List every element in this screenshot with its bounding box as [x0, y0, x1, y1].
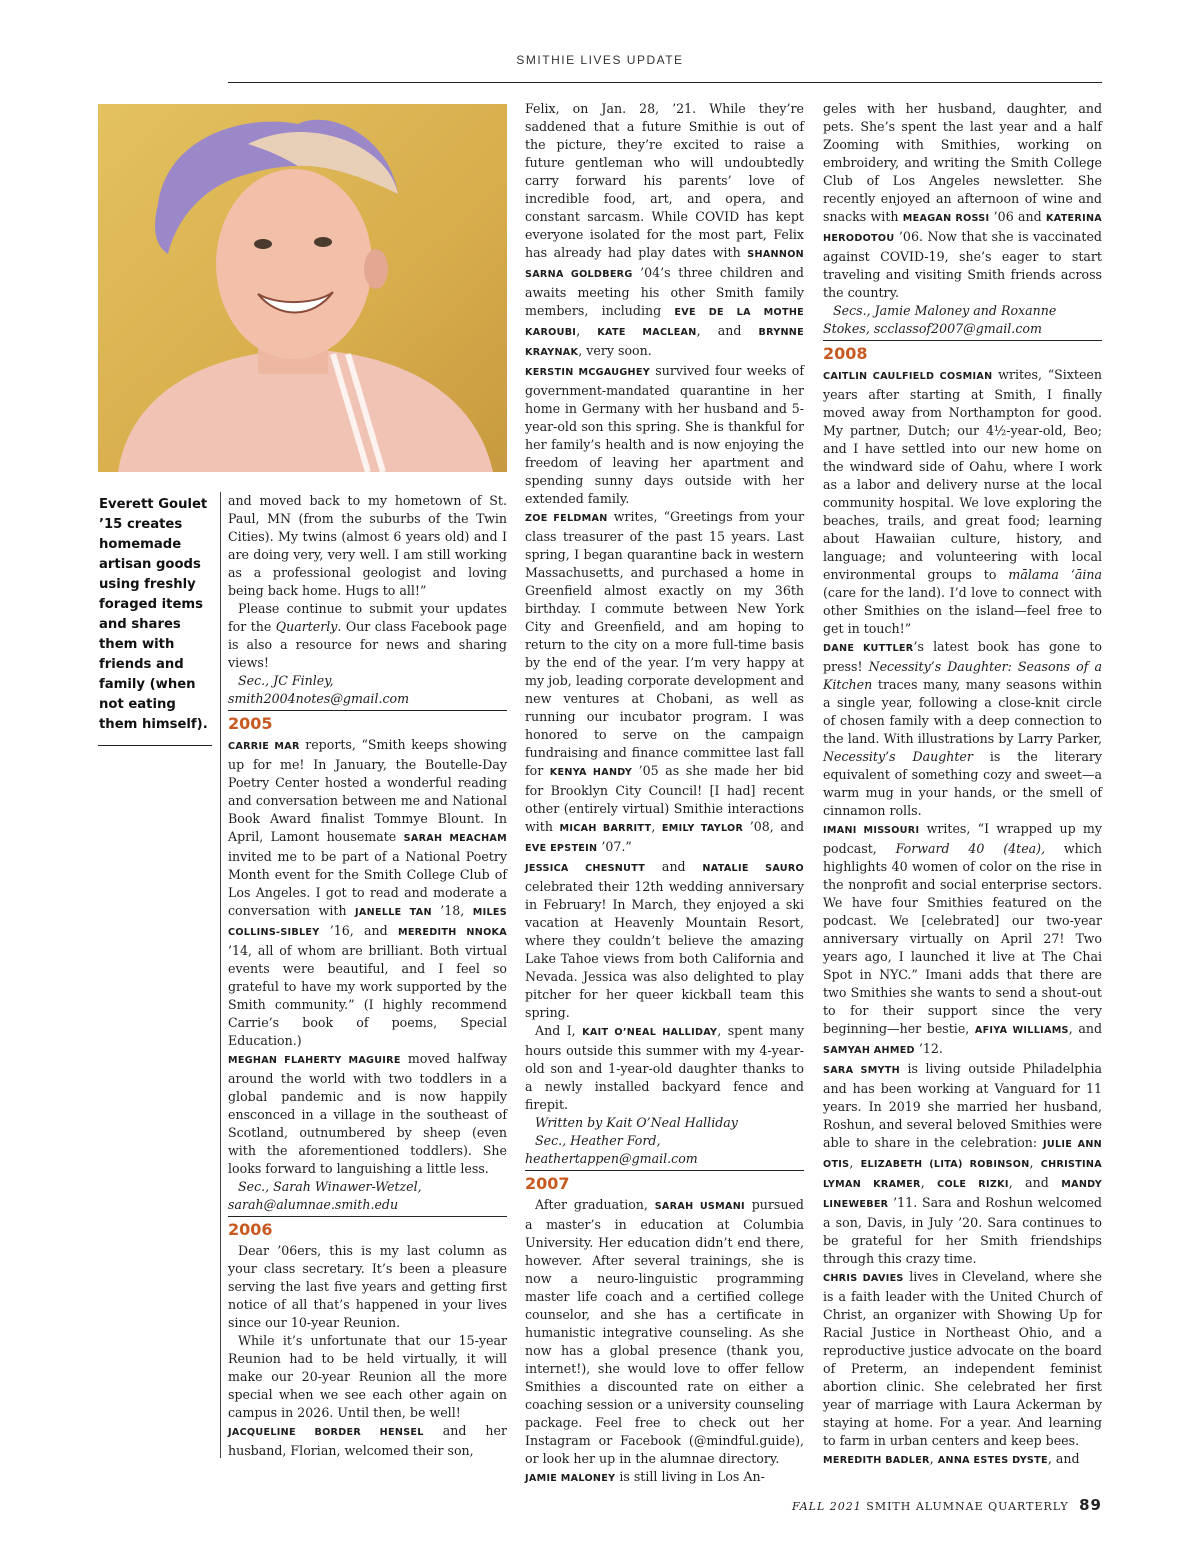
column-2	[525, 100, 804, 1488]
alumna-name: BRYNNE KRAYNAK	[525, 327, 804, 358]
paragraph: While it’s unfortunate that our 15-year Reunion had to be held virtually, it will make our 20-year Reunion all the more special when we see each other again on campus in 2026. Until then, be well!	[228, 1333, 507, 1420]
text: ,	[576, 323, 598, 338]
text: ’05 as she made her bid for Brooklyn City Council! [I had] recent other (entirely virtual) Smithie interactions with	[525, 763, 804, 834]
text: ’12.	[914, 1041, 943, 1056]
text: ’07.”	[597, 839, 632, 854]
alumna-name: MICAH BARRITT	[559, 823, 652, 834]
text: and her husband, Florian, welcomed their son,	[228, 1423, 507, 1458]
text: ,	[920, 1175, 938, 1190]
text: pursued a master’s in education at Columbia University. Her education didn’t end there, however. After several trainings, she is now a neuro-linguistic programming master life coach and a certified college counselor, and she has a certificate in humanistic integrative counseling. As she now has a global presence (thank you, internet!), she would love to offer fellow Smithies a discounted rate on either a coaching session or a university counseling package. Feel free to check out her Instagram or Facebook (@mindful.guide), or look her up in the alumnae directory.	[525, 1197, 804, 1466]
page-header: SMITHIE LIVES UPDATE	[516, 53, 684, 67]
alumna-name: MANDY LINEWEBER	[823, 1179, 1102, 1210]
alumna-name: EVE DE LA MOTHE KAROUBI	[525, 307, 805, 338]
alumna-name: ZOE FELDMAN	[525, 513, 608, 524]
paragraph	[823, 1268, 1102, 1450]
magazine-name: SMITH ALUMNAE QUARTERLY	[866, 1500, 1069, 1513]
text: and	[645, 859, 703, 874]
issue-date: FALL 2021	[792, 1500, 862, 1513]
text: celebrated their 12th wedding anniversary in February! In March, they enjoyed a ski vacation at Heavenly Mountain Resort, where they couldn’t believe the amazing Lake Tahoe views from both California and Nevada. Jessica was also delighted to play pitcher for her queer kickball team this spring.	[525, 879, 804, 1020]
paragraph	[228, 1422, 507, 1460]
paragraph	[525, 1196, 804, 1468]
author-credit: Written by Kait O’Neal Halliday	[535, 1115, 738, 1130]
text: ’06. Now that she is vaccinated against COVID-19, she’s eager to start traveling and visiting Smith friends across the country.	[823, 229, 1102, 300]
text: is still living in Los An-	[615, 1469, 765, 1484]
alumna-name: CHRISTINA LYMAN KRAMER	[823, 1159, 1102, 1190]
paragraph	[228, 736, 507, 1050]
alumna-name: JULIE ANN OTIS	[823, 1139, 1102, 1170]
paragraph	[823, 100, 1102, 302]
alumna-name: MEREDITH BADLER	[823, 1455, 930, 1466]
secretary-email: smith2004notes@gmail.com	[228, 691, 410, 706]
text: (care for the land). I’d love to connect with other Smithies on the island—feel free to get in touch!”	[823, 585, 1102, 636]
paragraph	[823, 638, 1102, 820]
alumna-name: CHRIS DAVIES	[823, 1273, 904, 1284]
paragraph: Please continue to submit your updates for the Quarterly. Our class Facebook page is also a resource for news and sharing views!	[228, 601, 507, 670]
alumna-name: JANELLE TAN	[355, 907, 432, 918]
alumna-name: SARA SMYTH	[823, 1065, 900, 1076]
page-footer	[792, 1496, 1102, 1514]
page-number: 89	[1079, 1496, 1102, 1514]
paragraph: Dear ’06ers, this is my last column as your class secretary. It’s been a pleasure serving the last five years and getting first notice of all that’s happened in your lives since our 10-year Reunion.	[228, 1243, 507, 1330]
text: And I,	[535, 1023, 583, 1038]
alumna-name: JACQUELINE BORDER HENSEL	[228, 1427, 424, 1438]
alumna-name: DANE KUTTLER	[823, 643, 914, 654]
text: traces many, many seasons within a single year, following a close-knit circle of chosen family with a deep connection to the land. With illustrations by Larry Parker,	[823, 677, 1102, 746]
alumna-name: KERSTIN MCGAUGHEY	[525, 367, 650, 378]
podcast-title: Forward 40 (4tea),	[895, 841, 1046, 856]
alumna-name: MEGHAN FLAHERTY MAGUIRE	[228, 1055, 401, 1066]
paragraph	[525, 100, 804, 362]
text: ’11. Sara and Roshun welcomed a son, Davis, in July ’20. Sara continues to be grateful for her Smith friendships through this crazy time.	[823, 1195, 1102, 1266]
paragraph	[525, 508, 804, 858]
paragraph	[525, 362, 804, 508]
alumna-name: ELIZABETH (LITA) ROBINSON	[860, 1159, 1030, 1170]
column-3	[823, 100, 1102, 1470]
column-1	[228, 492, 507, 1460]
alumna-name: KAIT O’NEAL HALLIDAY	[582, 1027, 718, 1038]
text: ,	[849, 1155, 861, 1170]
paragraph	[823, 1060, 1102, 1268]
alumna-name: SHANNON SARNA GOLDBERG	[525, 249, 804, 280]
text: , spent many hours outside this summer with my 4-year-old son and 1-year-old daughter thanks to a newly installed backyard fence and firepit.	[525, 1023, 804, 1112]
text: writes, “Sixteen years after starting at Smith, I finally moved away from Northampton for good. My partner, Dutch; our 4½-year-old, Beo; and I have settled into our new home on the windward side of Oahu, where I work as a labor and delivery nurse at the local community hospital. We love exploring the beaches, trails, and great food; learning about Hawaiian culture, history, and language; and volunteering with local environmental groups to	[823, 367, 1102, 582]
alumna-name: CARRIE MAR	[228, 741, 300, 752]
text: moved halfway around the world with two toddlers in a global pandemic and is now happily ensconced in a village in the southeast of Scotland, outnumbered by sheep (even with the aforementioned toddlers). She looks forward to languishing a little less.	[228, 1051, 507, 1176]
alumna-name: JESSICA CHESNUTT	[525, 863, 646, 874]
text: invited me to be part of a National Poetry Month event for the Smith College Club of Los Angeles. I got to read and moderate a conversation with	[228, 849, 507, 918]
text: reports, “Smith keeps showing up for me! In January, the Boutelle-Day Poetry Center hosted a wonderful reading and conversation between me and National Book Award finalist Tommye Blount. In April, Lamont housemate	[228, 737, 507, 844]
alumna-name: EMILY TAYLOR	[661, 823, 744, 834]
year-heading-2006: 2006	[228, 1216, 507, 1240]
paragraph	[525, 858, 804, 1022]
alumna-name: JAMIE MALONEY	[525, 1473, 616, 1484]
text: ’04’s three children and awaits meeting his other Smith family members, including	[525, 265, 804, 318]
book-title: Necessity’s Daughter	[823, 749, 973, 764]
book-title: Necessity’s Daughter: Seasons of a Kitchen	[823, 659, 1102, 692]
text: ,	[1029, 1155, 1041, 1170]
text: which highlights 40 women of color on the rise in the nonprofit and social enterprise sectors. We have four Smithies featured on the podcast. We [celebrated] our two-year anniversary virtually on April 27! Two years ago, I launched it live at The Chai Spot in NYC.” Imani adds that there are two Smithies she wants to send a shout-out to for their support since the very beginning—her bestie,	[823, 841, 1102, 1036]
text: , and	[1008, 1175, 1062, 1190]
text: ’s latest book has gone to press!	[823, 639, 1102, 674]
paragraph: and moved back to my hometown of St. Paul, MN (from the suburbs of the Twin Cities). My twins (almost 6 years old) and I are doing very, very well. I am still working as a professional geologist and loving being back home. Hugs to all!”	[228, 493, 507, 598]
portrait-photo-icon	[98, 104, 507, 472]
caption-rule	[98, 745, 212, 746]
text: , very soon.	[578, 343, 652, 358]
alumna-name: NATALIE SAURO	[702, 863, 804, 874]
alumna-name: KENYA HANDY	[549, 767, 633, 778]
alumna-name: SARAH USMANI	[654, 1201, 745, 1212]
text: Felix, on Jan. 28, ’21. While they’re saddened that a future Smithie is out of the picture, they’re excited to raise a future gentleman who will undoubtedly carry forward his parents’ love of incredible food, art, and opera, and constant sarcasm. While COVID has kept everyone isolated for the most part, Felix has already had play dates with	[525, 101, 804, 260]
alumna-name: COLE RIZKI	[937, 1179, 1009, 1190]
alumna-name: KATERINA HERODOTOU	[823, 213, 1103, 244]
alumna-name: MEREDITH NNOKA	[397, 927, 507, 938]
secretary-email: Stokes, scclassof2007@gmail.com	[823, 321, 1042, 336]
text: ’06 and	[989, 209, 1046, 224]
alumna-name: SAMYAH AHMED	[823, 1045, 915, 1056]
header-rule	[228, 82, 1102, 83]
year-heading-2008: 2008	[823, 340, 1102, 364]
paragraph	[823, 1450, 1102, 1470]
text: ’18,	[431, 903, 473, 918]
text: ’14, all of whom are brilliant. Both virtual events were beautiful, and I feel so grateful to have my work supported by the Smith community.” (I highly recommend Carrie’s book of poems, Special Education.)	[228, 943, 507, 1048]
text: writes, “I wrapped up my podcast,	[823, 821, 1102, 856]
secretary-name: Sec., Heather Ford,	[535, 1133, 661, 1148]
paragraph	[823, 820, 1102, 1060]
alumna-name: KATE MACLEAN	[597, 327, 697, 338]
secretary-email: sarah@alumnae.smith.edu	[228, 1197, 399, 1212]
alumna-name: IMANI MISSOURI	[823, 825, 920, 836]
paragraph	[525, 1468, 804, 1488]
alumna-name: CAITLIN CAULFIELD COSMIAN	[823, 371, 993, 382]
text: ,	[651, 819, 662, 834]
text: ,	[929, 1451, 938, 1466]
column-rule	[220, 492, 221, 1458]
text: writes, “Greetings from your class treasurer of the past 15 years. Last spring, I began quarantine back in western Massachusetts, and purchased a home in Greenfield almost exactly on my 36th birthday. I commute between New York City and Greenfield, and am hoping to return to the city on a more full-time basis by the end of the year. I’m very happy at my job, leading corporate development and new ventures at Chobani, as well as running our incubator program. I was honored to serve on the campaign fundraising and finance committee last fall for	[525, 509, 804, 778]
alumna-name: MEAGAN ROSSI	[902, 213, 990, 224]
text: After graduation,	[535, 1197, 655, 1212]
text: , and	[696, 323, 759, 338]
text: is the literary equivalent of something cozy and sweet—a warm mug in your hands, or the smell of cinnamon rolls.	[823, 749, 1102, 818]
paragraph	[525, 1022, 804, 1114]
italic-text: mālama ʻāina	[1008, 567, 1102, 582]
text: is living outside Philadelphia and has been working at Vanguard for 11 years. In 2019 she married her husband, Roshun, and several beloved Smithies were able to share in the celebration:	[823, 1061, 1102, 1150]
text: lives in Cleveland, where she is a faith leader with the United Church of Christ, an organizer with Showing Up for Racial Justice in Northeast Ohio, and a reproductive justice advocate on the board of Preterm, an independent feminist abortion clinic. She celebrated her first year of marriage with Laura Ackerman by staying at home. For a year. And learning to farm in urban centers and keep bees.	[823, 1269, 1103, 1448]
alumna-name: ANNA ESTES DYSTE	[937, 1455, 1048, 1466]
year-heading-2005: 2005	[228, 710, 507, 734]
secretary-name: Sec., JC Finley,	[238, 673, 334, 688]
text: geles with her husband, daughter, and pets. She’s spent the last year and a half Zooming with Smithies, working on embroidery, and writing the Smith College Club of Los Angeles newsletter. She recently enjoyed an afternoon of wine and snacks with	[823, 101, 1102, 224]
alumna-name: MILES COLLINS-SIBLEY	[228, 907, 507, 938]
alumna-name: EVE EPSTEIN	[525, 843, 598, 854]
text: , and	[1047, 1451, 1080, 1466]
paragraph	[228, 1050, 507, 1178]
paragraph	[823, 366, 1102, 638]
text: ’16, and	[319, 923, 398, 938]
secretary-name: Sec., Sarah Winawer-Wetzel,	[238, 1179, 422, 1194]
text: survived four weeks of government-mandated quarantine in her home in Germany with her husband and 5-year-old son this spring. She is thankful for her family’s health and is now enjoying the freedom of leaving her apartment and spending sunny days outside with her extended family.	[525, 363, 804, 506]
portrait-photo	[98, 104, 507, 472]
secretary-email: heathertappen@gmail.com	[525, 1151, 698, 1166]
year-heading-2007: 2007	[525, 1170, 804, 1194]
photo-caption: Everett Goulet ’15 creates homemade artisan goods using freshly foraged items and shares them with friends and family (when not eating them himself).	[99, 497, 208, 732]
text: ’08, and	[743, 819, 804, 834]
alumna-name: AFIYA WILLIAMS	[974, 1025, 1069, 1036]
secretary-name: Secs., Jamie Maloney and Roxanne	[833, 303, 1057, 318]
text: , and	[1068, 1021, 1103, 1036]
alumna-name: SARAH MEACHAM	[403, 833, 508, 844]
